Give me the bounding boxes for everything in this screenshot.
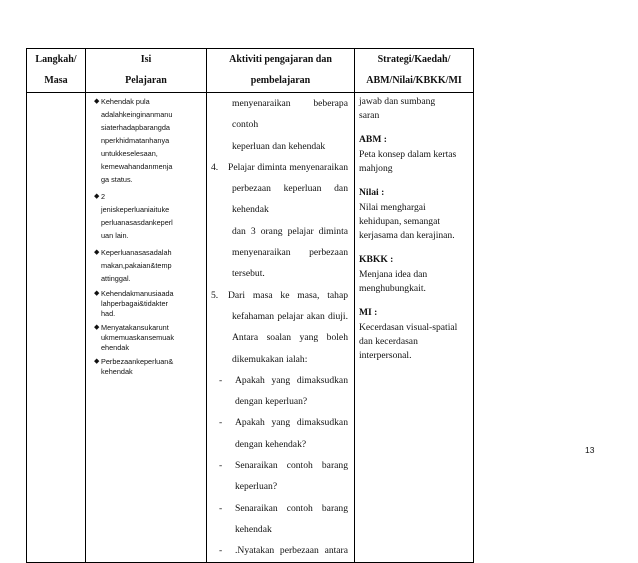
isi-item-line: Kehendak pula (101, 97, 150, 106)
header-text: Pelajaran (125, 75, 167, 86)
activity-line: Antara soalan yang boleh (232, 332, 348, 344)
question-line: Apakah yang dimaksudkan (235, 374, 348, 386)
isi-item (94, 323, 206, 353)
isi-item-line: perluanasasdankeperl (101, 218, 173, 227)
strategy-line: Kecerdasan visual-spatial (359, 322, 458, 333)
isi-item-line: had. (101, 309, 116, 318)
aktiviti-cell (207, 93, 355, 563)
header-text: Isi (140, 54, 152, 65)
diamond-bullet-icon: ◆ (94, 358, 100, 365)
activity-line: keperluan dan kehendak (232, 140, 326, 152)
isi-list (86, 95, 206, 377)
strategy-line: kerjasama dan kerajinan. (359, 230, 455, 241)
question-dash: - (219, 417, 223, 429)
strategy-line: menghubungkait. (359, 283, 426, 294)
isi-item-line: ga status. (101, 175, 133, 184)
table-body-row (27, 93, 474, 563)
activity-line: tersebut. (232, 268, 265, 280)
activity-line: Dari masa ke masa, tahap (228, 289, 348, 301)
isi-item-line: lahperbagai&tidakter (101, 299, 168, 308)
activity-item-5 (211, 285, 348, 306)
isi-item-line: adalahkeinginanmanu (101, 110, 173, 119)
activity-line: dikemukakan ialah: (232, 353, 308, 365)
diamond-bullet-icon: ◆ (94, 98, 100, 105)
strategy-line: interpersonal. (359, 350, 412, 361)
question-dash: - (219, 502, 223, 514)
header-text: Langkah/ (35, 54, 77, 65)
activity-item-4 (211, 157, 348, 178)
header-text: pembelajaran (250, 75, 311, 86)
isi-item-line: nperkhidmatanhanya (101, 136, 170, 145)
isi-item-line: ukmemuaskansemuak (101, 333, 175, 342)
isi-item-line: jeniskeperluaniaituke (101, 205, 170, 214)
header-text: ABM/Nilai/KBKK/MI (366, 75, 462, 86)
page-number: 13 (585, 445, 595, 455)
isi-item-line: Perbezaankeperluan& (101, 357, 174, 366)
question-item (211, 455, 348, 476)
strategi-cell (355, 93, 474, 563)
strategy-line: kehidupan, semangat (359, 216, 440, 227)
mi-heading: MI : (359, 307, 378, 318)
header-aktiviti (207, 49, 355, 93)
question-line: dengan keperluan? (235, 396, 308, 408)
isi-item (94, 246, 206, 285)
diamond-bullet-icon: ◆ (94, 193, 100, 200)
isi-item-line: siaterhadapbarangda (101, 123, 170, 132)
question-item (211, 498, 348, 519)
question-line: Apakah yang dimaksudkan (235, 417, 348, 429)
question-line: Senaraikan contoh barang (235, 502, 348, 514)
isi-item (94, 289, 206, 319)
activity-line: Pelajar diminta menyenaraikan (228, 161, 348, 173)
kbkk-heading: KBKK : (359, 254, 394, 265)
question-item (211, 412, 348, 433)
question-dash: - (219, 460, 223, 472)
header-text: Masa (44, 75, 68, 86)
lesson-plan-table (26, 48, 474, 563)
strategy-text (355, 93, 473, 363)
activity-line: kefahaman pelajar akan diuji. (232, 310, 348, 322)
isi-item (94, 357, 206, 377)
strategy-line: dan kecerdasan (359, 336, 418, 347)
question-line: dengan kehendak? (235, 438, 307, 450)
activity-text (207, 93, 354, 562)
table-header-row (27, 49, 474, 93)
isi-item-line: Menyatakansukarunt (101, 323, 169, 332)
activity-line: dan 3 orang pelajar diminta (232, 225, 348, 237)
question-dash: - (219, 545, 223, 557)
isi-item-line: untukkeselesaan, (101, 149, 158, 158)
question-item (211, 370, 348, 391)
activity-line: menyenaraikan perbezaan (232, 247, 348, 259)
header-strategi (355, 49, 474, 93)
langkah-cell (27, 93, 86, 563)
header-isi-pelajaran (86, 49, 207, 93)
isi-item (94, 95, 206, 186)
question-item (211, 540, 348, 561)
activity-line: menyenaraikan beberapa contoh (232, 98, 348, 131)
isi-cell (86, 93, 207, 563)
header-text: Strategi/Kaedah/ (377, 54, 451, 65)
question-line: Senaraikan contoh barang (235, 460, 348, 472)
isi-item-line: uan lain. (101, 231, 129, 240)
strategy-line: saran (359, 110, 380, 121)
diamond-bullet-icon: ◆ (94, 324, 100, 331)
strategy-line: Menjana idea dan (359, 269, 428, 280)
isi-item-line: Kehendakmanusiaada (101, 289, 174, 298)
diamond-bullet-icon: ◆ (94, 290, 100, 297)
strategy-line: jawab dan sumbang (359, 96, 436, 107)
header-text: Aktiviti pengajaran dan (229, 54, 332, 65)
isi-item-line: kemewahandanmenja (101, 162, 173, 171)
isi-item-line: 2 (101, 192, 106, 201)
diamond-bullet-icon: ◆ (94, 249, 100, 256)
abm-heading: ABM : (359, 134, 387, 145)
strategy-line: Nilai menghargai (359, 202, 426, 213)
question-line: .Nyatakan perbezaan antara (235, 545, 348, 557)
question-line: keperluan? (235, 481, 278, 493)
isi-item-line: makan,pakaian&temp (101, 261, 172, 270)
item-number: 5. (211, 289, 219, 301)
isi-item-line: Keperluanasasadalah (101, 248, 172, 257)
question-dash: - (219, 374, 223, 386)
isi-item-line: attinggal. (101, 274, 131, 283)
strategy-line: Peta konsep dalam kertas (359, 149, 457, 160)
activity-line: perbezaan keperluan dan kehendak (232, 183, 348, 216)
item-number: 4. (211, 161, 219, 173)
strategy-line: mahjong (359, 163, 393, 174)
isi-item (94, 190, 206, 242)
question-line: kehendak (235, 523, 272, 535)
question-list (211, 370, 348, 562)
isi-item-line: kehendak (101, 367, 133, 376)
header-langkah-masa (27, 49, 86, 93)
isi-item-line: ehendak (101, 343, 129, 352)
nilai-heading: Nilai : (359, 187, 385, 198)
